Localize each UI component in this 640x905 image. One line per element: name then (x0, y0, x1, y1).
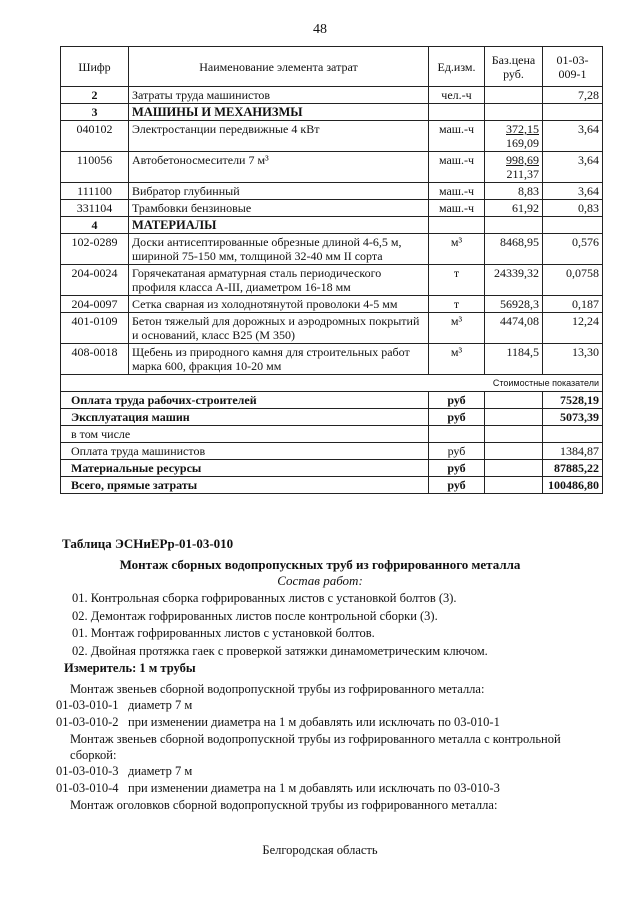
summary-value (543, 426, 603, 443)
row-value: 0,0758 (543, 265, 603, 296)
price-value: 24339,32 (494, 266, 539, 280)
row-name: Электростанции передвижные 4 кВт (129, 121, 429, 152)
row-value: 13,30 (543, 344, 603, 375)
row-price (485, 183, 543, 200)
table-row (61, 121, 603, 152)
section-name: МАТЕРИАЛЫ (129, 217, 429, 234)
row-code: 110056 (61, 152, 129, 183)
summary-row (61, 477, 603, 494)
row-code: 204-0097 (61, 296, 129, 313)
norm-text: диаметр 7 м (128, 698, 193, 712)
row-value: 3,64 (543, 121, 603, 152)
summary-row (61, 426, 603, 443)
row-price (485, 152, 543, 183)
row-unit: м³ (429, 234, 485, 265)
row-unit: маш.-ч (429, 183, 485, 200)
row-name: Вибратор глубинный (129, 183, 429, 200)
row-price (485, 313, 543, 344)
price-value: 61,92 (512, 201, 539, 215)
summary-unit: руб (429, 443, 485, 460)
summary-empty (485, 409, 543, 426)
summary-label: в том числе (61, 426, 429, 443)
summary-unit: руб (429, 409, 485, 426)
summary-value: 7528,19 (543, 392, 603, 409)
row-value: 0,83 (543, 200, 603, 217)
section-name: МАШИНЫ И МЕХАНИЗМЫ (129, 104, 429, 121)
row-name: Затраты труда машинистов (129, 87, 429, 104)
summary-label: Всего, прямые затраты (61, 477, 429, 494)
summary-row (61, 443, 603, 460)
table-row (61, 344, 603, 375)
norm-code: 01-03-010-4 (56, 781, 119, 795)
row-code: 401-0109 (61, 313, 129, 344)
works-heading: Состав работ: (277, 573, 363, 588)
summary-row (61, 460, 603, 477)
price-machinist-value: 169,09 (506, 136, 539, 150)
norm-item (56, 780, 596, 797)
norm-code: 01-03-010-2 (56, 715, 119, 729)
row-name: Щебень из природного камня для строительных работ марка 600, фракция 10-20 мм (129, 344, 429, 375)
header-norm: 01-03-009-1 (543, 47, 603, 87)
row-code: 111100 (61, 183, 129, 200)
summary-unit: руб (429, 460, 485, 477)
summary-empty (485, 477, 543, 494)
row-name: Трамбовки бензиновые (129, 200, 429, 217)
row-code: 408-0018 (61, 344, 129, 375)
price-value: 998,69 (506, 153, 539, 167)
row-name: Доски антисептированные обрезные длиной 4-6,5 м, шириной 75-150 мм, толщиной 32-40 мм II сорта (129, 234, 429, 265)
table-title: Таблица ЭСНиЕРр-01-03-010 (62, 536, 234, 551)
page-footer: Белгородская область (262, 843, 378, 857)
section-code: 3 (61, 104, 129, 121)
summary-label: Материальные ресурсы (61, 460, 429, 477)
summary-note: Стоимостные показатели (61, 375, 603, 392)
row-price (485, 234, 543, 265)
norm-item (56, 763, 596, 780)
summary-label: Оплата труда рабочих-строителей (61, 392, 429, 409)
summary-label: Оплата труда машинистов (61, 443, 429, 460)
work-item: 01. Монтаж гофрированных листов с установкой болтов. (72, 626, 375, 640)
table-row (61, 200, 603, 217)
price-value: 1184,5 (506, 345, 539, 359)
norm-text: диаметр 7 м (128, 764, 193, 778)
summary-value: 100486,80 (543, 477, 603, 494)
row-value: 12,24 (543, 313, 603, 344)
row-code: 204-0024 (61, 265, 129, 296)
row-code: 040102 (61, 121, 129, 152)
row-price (485, 296, 543, 313)
row-name: Горячекатаная арматурная сталь периодического профиля класса А-III, диаметром 16-18 мм (129, 265, 429, 296)
row-unit: чел.-ч (429, 87, 485, 104)
summary-value: 5073,39 (543, 409, 603, 426)
row-unit: маш.-ч (429, 200, 485, 217)
row-unit: т (429, 265, 485, 296)
row-code: 2 (61, 87, 129, 104)
norm-group-heading: Монтаж звеньев сборной водопропускной трубы из гофрированного металла с контрольной сборкой: (70, 732, 561, 762)
row-value: 0,576 (543, 234, 603, 265)
summary-row (61, 409, 603, 426)
table-row (61, 234, 603, 265)
works-list (72, 591, 488, 661)
header-code: Шифр (61, 47, 129, 87)
row-price (485, 121, 543, 152)
norm-item (56, 714, 596, 731)
work-item: 02. Двойная протяжка гаек с проверкой затяжки динамометрическим ключом. (72, 643, 488, 658)
price-machinist-value: 211,37 (506, 167, 539, 181)
work-item: 02. Демонтаж гофрированных листов после контрольной сборки (3). (72, 608, 438, 623)
norm-code: 01-03-010-1 (56, 698, 119, 712)
summary-empty (485, 426, 543, 443)
norm-code: 01-03-010-3 (56, 764, 119, 778)
summary-empty (485, 460, 543, 477)
row-value: 3,64 (543, 152, 603, 183)
row-price (485, 200, 543, 217)
row-price (485, 87, 543, 104)
price-value: 8,83 (518, 184, 539, 198)
row-unit: м³ (429, 313, 485, 344)
summary-label: Эксплуатация машин (61, 409, 429, 426)
row-value: 3,64 (543, 183, 603, 200)
row-code: 331104 (61, 200, 129, 217)
section-row (61, 217, 603, 234)
row-unit: маш.-ч (429, 152, 485, 183)
table-header (61, 47, 603, 87)
row-name: Автобетоносмесители 7 м³ (129, 152, 429, 183)
table-row (61, 296, 603, 313)
row-name: Сетка сварная из холоднотянутой проволоки 4-5 мм (129, 296, 429, 313)
summary-unit: руб (429, 477, 485, 494)
page-number: 48 (313, 22, 327, 37)
table-row (61, 183, 603, 200)
norm-group-heading: Монтаж оголовков сборной водопропускной трубы из гофрированного металла: (70, 798, 498, 812)
header-unit: Ед.изм. (429, 47, 485, 87)
norm-text: при изменении диаметра на 1 м добавлять или исключать по 03-010-3 (128, 781, 500, 795)
table-row (61, 87, 603, 104)
summary-unit (429, 426, 485, 443)
summary-empty (485, 443, 543, 460)
row-unit: т (429, 296, 485, 313)
work-item: 01. Контрольная сборка гофрированных листов с установкой болтов (3). (72, 591, 457, 605)
measure-unit: Измеритель: 1 м трубы (64, 661, 196, 675)
row-price (485, 265, 543, 296)
row-value: 0,187 (543, 296, 603, 313)
section-code: 4 (61, 217, 129, 234)
summary-value: 87885,22 (543, 460, 603, 477)
price-value: 56928,3 (500, 297, 539, 311)
price-value: 372,15 (506, 122, 539, 136)
row-code: 102-0289 (61, 234, 129, 265)
norm-group-heading: Монтаж звеньев сборной водопропускной трубы из гофрированного металла: (70, 682, 485, 696)
row-unit: м³ (429, 344, 485, 375)
table-row (61, 313, 603, 344)
section-subtitle: Монтаж сборных водопропускных труб из гофрированного металла (119, 557, 521, 572)
section-row (61, 104, 603, 121)
price-value: 8468,95 (500, 235, 539, 249)
summary-row (61, 392, 603, 409)
summary-value: 1384,87 (543, 443, 603, 460)
norm-items (56, 681, 596, 813)
row-value: 7,28 (543, 87, 603, 104)
cost-table (60, 46, 603, 494)
summary-unit: руб (429, 392, 485, 409)
header-name: Наименование элемента затрат (129, 47, 429, 87)
header-price: Баз.цена руб. (485, 47, 543, 87)
norm-item (56, 697, 596, 714)
table-row (61, 152, 603, 183)
summary-empty (485, 392, 543, 409)
price-value: 4474,08 (500, 314, 539, 328)
norm-text: при изменении диаметра на 1 м добавлять или исключать по 03-010-1 (128, 715, 500, 729)
row-unit: маш.-ч (429, 121, 485, 152)
table-row (61, 265, 603, 296)
summary-note-row (61, 375, 603, 392)
row-name: Бетон тяжелый для дорожных и аэродромных покрытий и оснований, класс В25 (М 350) (129, 313, 429, 344)
row-price (485, 344, 543, 375)
